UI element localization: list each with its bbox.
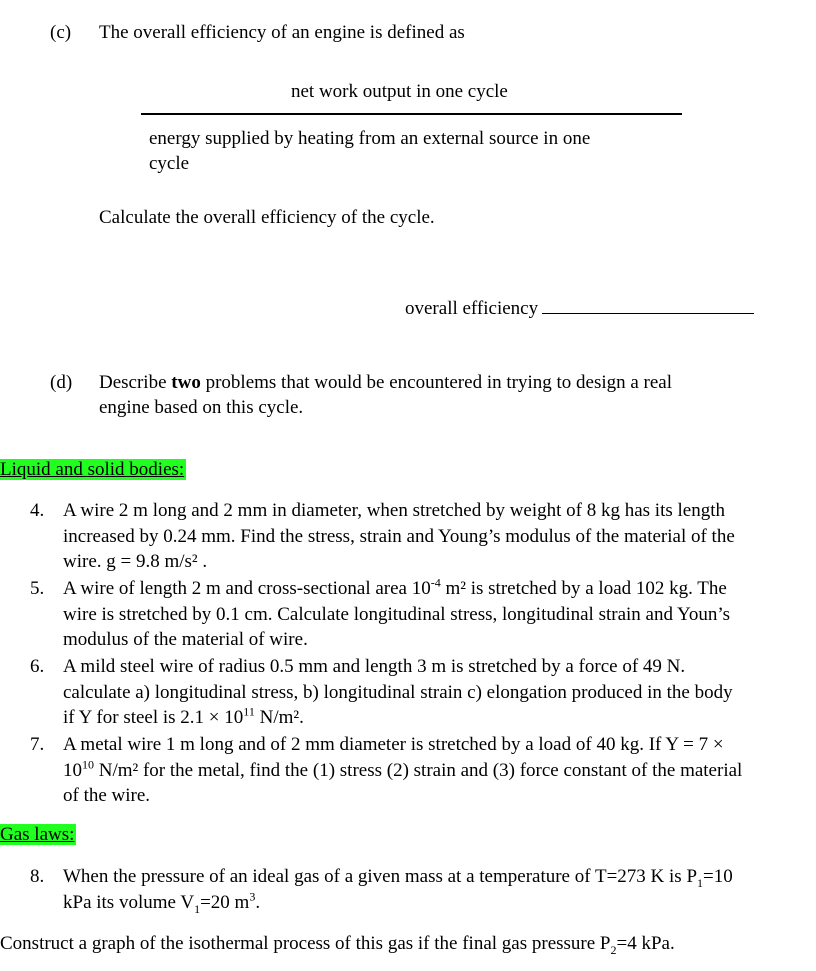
final-sub: 2 <box>610 942 617 957</box>
part-d-bold: two <box>171 372 201 393</box>
final-instruction <box>0 931 675 957</box>
q7-line1: A metal wire 1 m long and of 2 mm diameter is stretched by a load of 40 kg. If Y = 7 × <box>63 734 724 755</box>
q4-number: 4. <box>30 500 45 521</box>
part-d-pre: Describe <box>99 372 172 393</box>
part-d-post: problems that would be encountered in trying to design a real <box>200 372 673 393</box>
fraction-denominator-line1: energy supplied by heating from an external source in one <box>149 128 591 149</box>
answer-line <box>405 296 754 322</box>
final-text-b: =4 kPa. <box>616 933 675 954</box>
answer-blank[interactable] <box>542 297 754 314</box>
q6-exponent: 11 <box>243 704 255 719</box>
q5-line1 <box>63 576 727 602</box>
q7-exponent: 10 <box>82 757 94 772</box>
q6-line3b: N/m². <box>254 707 304 728</box>
q7-line2 <box>63 758 742 784</box>
q4-line3: wire. g = 9.8 m/s² . <box>63 551 208 572</box>
q7-line3: of the wire. <box>63 785 151 806</box>
section-heading-gas <box>0 822 76 848</box>
part-d-label: (d) <box>50 372 73 393</box>
q5-line1a: A wire of length 2 m and cross-sectional area 10 <box>63 578 431 599</box>
q6-line2: calculate a) longitudinal stress, b) longitudinal strain c) elongation produced in the body <box>63 682 733 703</box>
q7-line2a: 10 <box>63 760 82 781</box>
q8-sub2: 1 <box>194 901 201 916</box>
q8-line2b: =20 m <box>200 892 250 913</box>
answer-label: overall efficiency <box>405 298 539 319</box>
part-c-instruction: Calculate the overall efficiency of the cycle. <box>99 207 435 228</box>
q7-number: 7. <box>30 734 45 755</box>
final-text-a: Construct a graph of the isothermal process of this gas if the final gas pressure P <box>0 933 611 954</box>
q8-sub1: 1 <box>697 875 704 890</box>
q5-line3: modulus of the material of wire. <box>63 629 308 650</box>
part-c-intro: The overall efficiency of an engine is defined as <box>99 22 465 43</box>
q4-line2: increased by 0.24 mm. Find the stress, strain and Young’s modulus of the material of the <box>63 526 735 547</box>
q7-line2b: N/m² for the metal, find the (1) stress (2) strain and (3) force constant of the material <box>94 760 743 781</box>
q6-line1: A mild steel wire of radius 0.5 mm and length 3 m is stretched by a force of 49 N. <box>63 656 686 677</box>
fraction-numerator: net work output in one cycle <box>291 81 508 102</box>
part-d-line1 <box>99 370 672 396</box>
section-heading-liquid <box>0 457 186 483</box>
section-heading-gas-text: Gas laws: <box>0 824 75 845</box>
q8-line2c: . <box>255 892 261 913</box>
q8-line1a: When the pressure of an ideal gas of a given mass at a temperature of T=273 K is P <box>63 866 698 887</box>
q6-line3 <box>63 705 304 731</box>
q5-line2: wire is stretched by 0.1 cm. Calculate longitudinal stress, longitudinal strain and Youn’s <box>63 604 731 625</box>
part-c-label: (c) <box>50 22 72 43</box>
q8-sup: 3 <box>249 889 256 904</box>
q8-number: 8. <box>30 866 45 887</box>
q6-number: 6. <box>30 656 45 677</box>
q6-line3a: if Y for steel is 2.1 × 10 <box>63 707 244 728</box>
q5-number: 5. <box>30 578 45 599</box>
q5-exponent: -4 <box>430 575 441 590</box>
fraction-bar <box>141 113 682 115</box>
part-d-line2: engine based on this cycle. <box>99 397 304 418</box>
q8-line1b: =10 <box>703 866 733 887</box>
q5-line1b: m² is stretched by a load 102 kg. The <box>440 578 727 599</box>
q4-line1: A wire 2 m long and 2 mm in diameter, when stretched by weight of 8 kg has its length <box>63 500 726 521</box>
fraction-denominator-line2: cycle <box>149 153 190 174</box>
section-heading-liquid-text: Liquid and solid bodies: <box>0 459 185 480</box>
q8-line2 <box>63 890 260 916</box>
q8-line2a: kPa its volume V <box>63 892 195 913</box>
q8-line1 <box>63 864 733 890</box>
